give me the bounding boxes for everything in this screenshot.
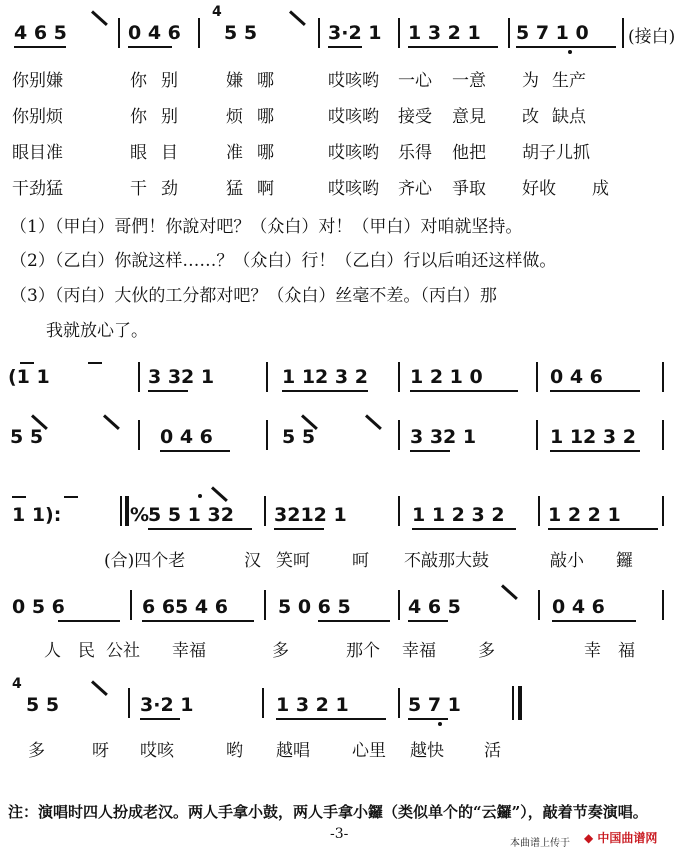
barline: [138, 362, 140, 392]
barline: [398, 496, 400, 526]
lyric: 幸: [584, 641, 601, 661]
measure: 1 2 1 0: [410, 366, 483, 388]
measure: 0 5 6: [12, 596, 65, 618]
lyric: 猛啊: [226, 179, 288, 199]
barline: [536, 362, 538, 392]
lyric: 福: [618, 641, 635, 661]
barline: [538, 590, 540, 620]
underline: [142, 620, 254, 622]
lyric: 烦哪: [226, 107, 288, 127]
lyric: 哎咳: [140, 741, 174, 761]
underline: [282, 390, 368, 392]
barline: [538, 496, 540, 526]
lyric: 干劲: [130, 179, 192, 199]
underline: [328, 46, 362, 48]
overline: [20, 362, 34, 364]
measure: 1 1 2 3 2: [412, 504, 505, 526]
measure: 1 12 3 2: [282, 366, 368, 388]
lyric: 公社: [106, 641, 140, 661]
lyric: 多: [272, 641, 289, 661]
underline: [550, 450, 640, 452]
dash-mark: [211, 486, 228, 502]
barline: [398, 362, 400, 392]
lyric: 你别: [130, 71, 192, 91]
lyric: 呵: [352, 551, 369, 571]
lyric: 敲小: [550, 551, 584, 571]
lyric: 鑼: [616, 551, 633, 571]
lyric: 改: [522, 107, 539, 127]
barline: [508, 18, 510, 48]
lyric: 越唱: [276, 741, 310, 761]
lyric: 一心: [398, 71, 432, 91]
dialogue-line: （1）（甲白）哥們！你說对吧？（众白）对！（甲白）对咱就坚持。: [10, 217, 523, 237]
lyric: 缺点: [552, 107, 586, 127]
measure: 1 3 2 1: [276, 694, 349, 716]
dialogue-line: （2）（乙白）你說这样……？（众白）行！（乙白）行以后咱还这样做。: [10, 251, 557, 271]
underline: [276, 718, 386, 720]
lyric: 呀: [92, 741, 109, 761]
barline: [398, 688, 400, 718]
barline: [662, 362, 664, 392]
octave-dot: [198, 494, 202, 498]
barline: [120, 496, 122, 526]
barline: [264, 496, 266, 526]
dash-mark: [91, 680, 108, 696]
measure: 3 32 1: [148, 366, 215, 388]
lyric: 生产: [552, 71, 586, 91]
measure: 5 0 6 5: [278, 596, 351, 618]
underline: [410, 390, 518, 392]
underline: [408, 46, 498, 48]
lyric: 眼目: [130, 143, 192, 163]
dash-mark: [501, 584, 518, 600]
underline: [516, 46, 616, 48]
measure: 3212 1: [274, 504, 347, 526]
underline: [160, 450, 230, 452]
barline: [512, 686, 514, 720]
lyric: 哎咳哟: [328, 143, 379, 163]
barline: [398, 590, 400, 620]
measure: 4 6 5: [14, 22, 67, 44]
underline: [128, 46, 172, 48]
lyric: 多: [478, 641, 495, 661]
lyric: 哎咳哟: [328, 107, 379, 127]
underline: [552, 620, 636, 622]
lyric: 越快: [410, 741, 444, 761]
barline: [198, 18, 200, 48]
octave-dot: [568, 50, 572, 54]
dash-mark: [103, 414, 120, 430]
footnote: 注：演唱时四人扮成老汉。两人手拿小鼓，两人手拿小鑼（类似单个的“云鑼”），敲着节奏演唱。: [8, 803, 648, 821]
site-logo: [584, 829, 657, 846]
lyric: 你别: [130, 107, 192, 127]
underline: [408, 718, 448, 720]
overline: [88, 362, 102, 364]
underline: [148, 528, 252, 530]
barline: [262, 688, 264, 718]
measure: 5 5: [224, 22, 258, 44]
logo-icon: ◆: [584, 831, 594, 845]
lyric: 汉: [244, 551, 261, 571]
underline: [550, 390, 640, 392]
barline: [128, 688, 130, 718]
barline: [662, 590, 664, 620]
lyric: 不敲那大鼓: [404, 551, 489, 571]
measure: 5 5: [282, 426, 316, 448]
barline: [622, 18, 624, 48]
barline: [518, 686, 522, 720]
dialogue-line: 我就放心了。: [46, 321, 148, 341]
lyric: 哟: [226, 741, 243, 761]
underline: [412, 528, 516, 530]
lyric: 哎咳哟: [328, 179, 379, 199]
barline: [138, 420, 140, 450]
barline: [125, 496, 129, 526]
measure: 5 5 1 32: [148, 504, 234, 526]
segno-sign: %: [130, 504, 150, 526]
lyric: 眼目准: [12, 143, 63, 163]
lyric: 乐得: [398, 143, 432, 163]
lyric: 成: [592, 179, 609, 199]
measure: 4 6 5: [408, 596, 461, 618]
lyric: 意見: [452, 107, 486, 127]
lyric: 他把: [452, 143, 486, 163]
watermark-text: 本曲谱上传于: [510, 838, 570, 849]
dash-mark: [365, 414, 382, 430]
measure: 0 4 6: [128, 22, 181, 44]
lyric: 多: [28, 741, 45, 761]
lyric: 活: [484, 741, 501, 761]
barline: [264, 590, 266, 620]
barline: [662, 420, 664, 450]
measure: 1 2 2 1: [548, 504, 621, 526]
measure: 5 7 1 0: [516, 22, 589, 44]
measure: 5 5: [26, 694, 60, 716]
barline: [398, 420, 400, 450]
lyric: 胡子儿抓: [522, 143, 590, 163]
lyric: 一意: [452, 71, 486, 91]
lyric: 幸福: [172, 641, 206, 661]
barline: [130, 590, 132, 620]
lyric: 齐心: [398, 179, 432, 199]
underline: [140, 718, 180, 720]
measure: 0 4 6: [160, 426, 213, 448]
measure: (1 1: [8, 366, 50, 388]
time-signature: 4: [12, 676, 22, 692]
lyric: 嫌哪: [226, 71, 288, 91]
measure: 1 1):: [12, 504, 62, 526]
underline: [408, 620, 448, 622]
lyric: 心里: [352, 741, 386, 761]
time-signature: 4: [212, 4, 222, 20]
barline: [118, 18, 120, 48]
cue-text: (接白): [628, 27, 676, 47]
lyric: 那个: [346, 641, 380, 661]
lyric: 幸福: [402, 641, 436, 661]
barline: [398, 18, 400, 48]
underline: [148, 390, 188, 392]
lyric: 哎咳哟: [328, 71, 379, 91]
barline: [266, 420, 268, 450]
underline: [410, 450, 450, 452]
measure: 3·2 1: [328, 22, 382, 44]
measure: 1 3 2 1: [408, 22, 481, 44]
underline: [274, 528, 324, 530]
measure: 5 5: [10, 426, 44, 448]
measure: 3·2 1: [140, 694, 194, 716]
lyric: 你别烦: [12, 107, 63, 127]
measure: 0 4 6: [550, 366, 603, 388]
underline: [548, 528, 658, 530]
dash-mark: [289, 10, 306, 26]
lyric: 准哪: [226, 143, 288, 163]
lyric: (合)四个老: [104, 551, 186, 571]
lyric: 民: [78, 641, 95, 661]
lyric: 接受: [398, 107, 432, 127]
lyric: 你别嫌: [12, 71, 63, 91]
underline: [318, 620, 390, 622]
underline: [14, 46, 66, 48]
barline: [662, 496, 664, 526]
dialogue-line: （3）（丙白）大伙的工分都对吧？（众白）丝毫不差。（丙白）那: [10, 286, 497, 306]
barline: [318, 18, 320, 48]
dash-mark: [91, 10, 108, 26]
measure: 3 32 1: [410, 426, 477, 448]
lyric: 爭取: [452, 179, 486, 199]
measure: 5 7 1: [408, 694, 461, 716]
measure: 6 65 4 6: [142, 596, 228, 618]
lyric: 好收: [522, 179, 556, 199]
barline: [266, 362, 268, 392]
page-number: -3-: [330, 826, 349, 842]
lyric: 笑呵: [276, 551, 310, 571]
overline: [64, 496, 78, 498]
measure: 0 4 6: [552, 596, 605, 618]
underline: [58, 620, 120, 622]
lyric: 人: [44, 641, 61, 661]
octave-dot: [438, 722, 442, 726]
overline: [12, 496, 26, 498]
barline: [536, 420, 538, 450]
lyric: 干劲猛: [12, 179, 63, 199]
measure: 1 12 3 2: [550, 426, 636, 448]
logo-label: 中国曲谱网: [597, 831, 658, 845]
lyric: 为: [522, 71, 539, 91]
